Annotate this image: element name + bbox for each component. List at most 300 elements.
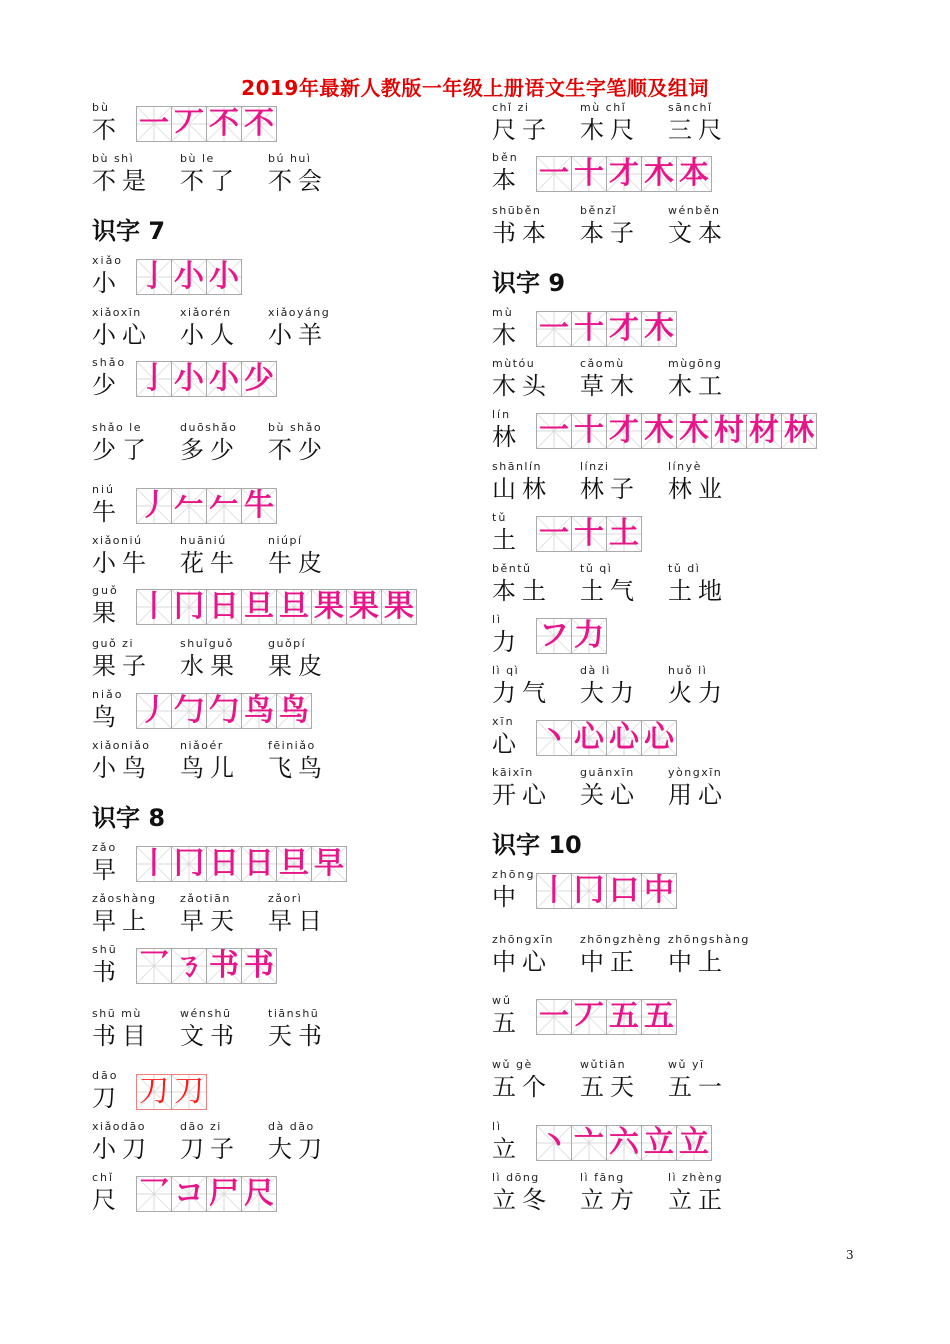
stroke-glyph: 不 [209, 106, 239, 141]
character-entry [492, 305, 676, 349]
character-block [92, 482, 276, 526]
word-hanzi: 多少 [180, 436, 240, 464]
word-item [180, 738, 268, 782]
word-item [268, 305, 356, 349]
character-hanzi: 少 [92, 371, 116, 399]
character-entry [92, 482, 276, 526]
word-pinyin: shǎo le [92, 421, 142, 434]
stroke-box [536, 873, 572, 909]
stroke-box [536, 156, 572, 192]
stroke-box [171, 948, 207, 984]
word-pinyin: guānxīn [580, 766, 635, 779]
word-hanzi: 立冬 [492, 1186, 552, 1214]
character-pinyin: mù [492, 306, 514, 319]
stroke-glyph: 十 [574, 156, 604, 191]
character-block [492, 867, 676, 911]
character-hanzi: 中 [492, 883, 516, 911]
character-entry [492, 150, 711, 194]
stroke-box [676, 1125, 712, 1161]
character-entry [492, 714, 676, 758]
stroke-glyph: 丆 [174, 106, 204, 141]
word-group [92, 533, 356, 577]
stroke-glyph: 𠂉 [174, 488, 204, 523]
character-pinyin: niú [92, 483, 115, 496]
word-pinyin: dāo zi [180, 1120, 222, 1133]
stroke-glyph: 日 [244, 846, 274, 881]
word-hanzi: 牛皮 [268, 549, 328, 577]
word-item [492, 1057, 580, 1101]
word-hanzi: 尺子 [492, 116, 552, 144]
character-entry [492, 612, 606, 656]
word-hanzi: 早天 [180, 907, 240, 935]
stroke-glyph: 鸟 [244, 693, 274, 728]
word-hanzi: 天书 [268, 1022, 328, 1050]
word-item [580, 765, 668, 809]
character-block [492, 714, 676, 758]
stroke-glyph: フ [539, 618, 569, 653]
stroke-glyph: 小 [174, 259, 204, 294]
word-group [492, 663, 756, 707]
word-hanzi: 早上 [92, 907, 152, 935]
character-entry [92, 1170, 276, 1214]
stroke-glyph: 木 [644, 156, 674, 191]
word-pinyin: běnzǐ [580, 204, 618, 217]
word-pinyin: lì qì [492, 664, 520, 677]
lesson-heading-text: 识字 7 [92, 217, 166, 245]
word-item [668, 1057, 756, 1101]
word-item [492, 1170, 580, 1214]
word-item [492, 203, 580, 247]
character-hanzi: 心 [492, 730, 516, 758]
word-hanzi: 少了 [92, 436, 152, 464]
word-pinyin: yòngxīn [668, 766, 723, 779]
word-pinyin: wénshū [180, 1007, 232, 1020]
character-pinyin: tǔ [492, 511, 508, 524]
word-hanzi: 力气 [492, 679, 552, 707]
word-hanzi: 土气 [580, 577, 640, 605]
character-block [92, 840, 346, 884]
stroke-glyph: 一 [139, 106, 169, 141]
word-pinyin: shānlín [492, 460, 542, 473]
word-group [492, 459, 756, 503]
word-pinyin: zhōngxīn [492, 933, 554, 946]
word-pinyin: shuǐguǒ [180, 637, 234, 650]
word-pinyin: línzi [580, 460, 610, 473]
stroke-box [536, 999, 572, 1035]
lesson-heading [492, 830, 582, 860]
stroke-glyph: 一 [539, 311, 569, 346]
stroke-glyph: 丿 [139, 693, 169, 728]
word-item [180, 891, 268, 935]
character-hanzi: 尺 [92, 1186, 116, 1214]
stroke-box [136, 259, 172, 295]
word-group [492, 203, 756, 247]
stroke-glyph: 旦 [244, 589, 274, 624]
word-pinyin: cǎomù [580, 357, 625, 370]
word-pinyin: wǔtiān [580, 1058, 627, 1071]
stroke-glyph: 小 [174, 361, 204, 396]
word-pinyin: bù shì [92, 152, 135, 165]
word-group [92, 1119, 356, 1163]
stroke-box [536, 413, 572, 449]
word-item [492, 356, 580, 400]
stroke-glyph: 心 [574, 720, 604, 755]
word-hanzi: 大力 [580, 679, 640, 707]
word-hanzi: 五个 [492, 1073, 552, 1101]
stroke-box [536, 516, 572, 552]
stroke-glyph: 尺 [244, 1176, 274, 1211]
word-item [580, 1170, 668, 1214]
stroke-box [711, 413, 747, 449]
character-pinyin: dāo [92, 1069, 119, 1082]
word-item [180, 1119, 268, 1163]
stroke-glyph: 果 [384, 589, 414, 624]
stroke-box [606, 311, 642, 347]
word-pinyin: xiǎoxīn [92, 306, 142, 319]
word-hanzi: 木工 [668, 372, 728, 400]
stroke-box [571, 618, 607, 654]
character-hanzi: 果 [92, 599, 116, 627]
word-pinyin: tǔ qì [580, 562, 613, 575]
stroke-order-grid [136, 589, 416, 625]
word-item [92, 1006, 180, 1050]
word-hanzi: 果皮 [268, 652, 328, 680]
stroke-order-grid [136, 488, 276, 524]
word-group [492, 356, 756, 400]
stroke-glyph: 一 [539, 999, 569, 1034]
word-item [92, 305, 180, 349]
word-item [268, 1006, 356, 1050]
word-pinyin: xiǎodāo [92, 1120, 146, 1133]
word-hanzi: 不了 [180, 167, 240, 195]
stroke-box [746, 413, 782, 449]
word-list [92, 636, 356, 680]
stroke-glyph: 丶 [539, 720, 569, 755]
character-pinyin: xīn [492, 715, 515, 728]
word-group [92, 636, 356, 680]
character-block [92, 100, 276, 144]
word-list [492, 356, 756, 400]
stroke-glyph: 心 [609, 720, 639, 755]
character-pinyin: shǎo [92, 356, 127, 369]
word-hanzi: 立正 [668, 1186, 728, 1214]
word-pinyin: tǔ dì [668, 562, 701, 575]
word-hanzi: 立方 [580, 1186, 640, 1214]
stroke-glyph: 口 [609, 873, 639, 908]
word-item [92, 891, 180, 935]
stroke-glyph: 土 [609, 516, 639, 551]
stroke-box [136, 846, 172, 882]
word-item [180, 305, 268, 349]
character-pinyin: lì [492, 1120, 503, 1133]
stroke-box [276, 693, 312, 729]
word-item [492, 663, 580, 707]
word-pinyin: xiǎoniú [92, 534, 143, 547]
stroke-box [171, 259, 207, 295]
stroke-glyph: 中 [644, 873, 674, 908]
word-group [492, 765, 756, 809]
word-pinyin: bú huì [268, 152, 312, 165]
word-group [92, 891, 356, 935]
stroke-box [571, 873, 607, 909]
word-hanzi: 林子 [580, 475, 640, 503]
word-item [668, 561, 756, 605]
character-column [492, 1119, 534, 1163]
character-hanzi: 本 [492, 166, 516, 194]
stroke-glyph: 十 [574, 311, 604, 346]
stroke-glyph: 冂 [574, 873, 604, 908]
stroke-box [641, 999, 677, 1035]
word-group [92, 738, 356, 782]
word-list [492, 932, 756, 976]
stroke-glyph: 十 [574, 516, 604, 551]
stroke-box [536, 311, 572, 347]
stroke-order-grid [536, 999, 676, 1035]
stroke-box [676, 156, 712, 192]
stroke-glyph: 勹 [174, 693, 204, 728]
word-pinyin: niǎoér [180, 739, 224, 752]
word-hanzi: 木尺 [580, 116, 640, 144]
stroke-box [241, 948, 277, 984]
word-pinyin: xiǎoniǎo [92, 739, 151, 752]
character-block [492, 612, 606, 656]
lesson-heading-text: 识字 9 [492, 269, 566, 297]
character-column [492, 612, 534, 656]
stroke-box [171, 488, 207, 524]
stroke-glyph: 亅 [139, 259, 169, 294]
word-hanzi: 小心 [92, 321, 152, 349]
stroke-glyph: 鸟 [279, 693, 309, 728]
word-hanzi: 开心 [492, 781, 552, 809]
word-pinyin: duōshǎo [180, 421, 238, 434]
character-pinyin: lì [492, 613, 503, 626]
word-pinyin: dà lì [580, 664, 611, 677]
word-list [92, 151, 356, 195]
stroke-glyph: 丶 [539, 1125, 569, 1160]
word-hanzi: 刀子 [180, 1135, 240, 1163]
word-item [92, 1119, 180, 1163]
stroke-order-grid [136, 106, 276, 142]
stroke-box [241, 361, 277, 397]
word-hanzi: 中心 [492, 948, 552, 976]
character-pinyin: zǎo [92, 841, 118, 854]
stroke-glyph: コ [174, 1176, 204, 1211]
character-entry [92, 687, 311, 731]
character-pinyin: běn [492, 151, 519, 164]
word-pinyin: sānchǐ [668, 101, 713, 114]
word-hanzi: 不少 [268, 436, 328, 464]
word-item [580, 459, 668, 503]
stroke-box [136, 106, 172, 142]
word-pinyin: guǒ zi [92, 637, 135, 650]
stroke-box [536, 1125, 572, 1161]
stroke-box [241, 1176, 277, 1212]
character-column [492, 150, 534, 194]
stroke-glyph: 乛 [139, 1176, 169, 1211]
stroke-box [206, 589, 242, 625]
stroke-glyph: 力 [574, 618, 604, 653]
character-pinyin: guǒ [92, 584, 119, 597]
word-list [492, 1170, 756, 1214]
word-hanzi: 用心 [668, 781, 728, 809]
word-hanzi: 水果 [180, 652, 240, 680]
stroke-glyph: 冂 [174, 846, 204, 881]
stroke-glyph: 五 [644, 999, 674, 1034]
word-pinyin: wǔ yī [668, 1058, 705, 1071]
word-hanzi: 中上 [668, 948, 728, 976]
word-item [492, 932, 580, 976]
word-pinyin: zǎoshàng [92, 892, 157, 905]
word-pinyin: shū mù [92, 1007, 142, 1020]
word-pinyin: huǒ lì [668, 664, 708, 677]
character-block [92, 253, 241, 297]
stroke-box [206, 361, 242, 397]
stroke-glyph: 日 [209, 846, 239, 881]
word-pinyin: wénběn [668, 204, 721, 217]
word-group [492, 561, 756, 605]
stroke-box [241, 488, 277, 524]
stroke-glyph: 勹 [209, 693, 239, 728]
character-column [92, 1170, 134, 1214]
word-hanzi: 小羊 [268, 321, 328, 349]
word-hanzi: 书本 [492, 219, 552, 247]
word-group [92, 305, 356, 349]
character-hanzi: 刀 [92, 1084, 116, 1112]
character-entry [92, 942, 276, 986]
character-block [92, 355, 276, 399]
character-block [92, 1068, 206, 1112]
character-hanzi: 早 [92, 856, 116, 884]
word-pinyin: chǐ zi [492, 101, 530, 114]
stroke-glyph: 木 [679, 413, 709, 448]
word-item [92, 636, 180, 680]
word-pinyin: zǎorì [268, 892, 303, 905]
stroke-glyph: 尸 [209, 1176, 239, 1211]
word-list [492, 459, 756, 503]
character-block [492, 1119, 711, 1163]
stroke-glyph: 小 [209, 361, 239, 396]
stroke-glyph: ㄋ [174, 948, 204, 983]
stroke-glyph: 日 [209, 589, 239, 624]
word-pinyin: guǒpí [268, 637, 307, 650]
word-hanzi: 木头 [492, 372, 552, 400]
character-pinyin: zhōng [492, 868, 536, 881]
character-entry [492, 407, 816, 451]
word-list [92, 533, 356, 577]
stroke-glyph: 六 [609, 1125, 639, 1160]
stroke-glyph: 刀 [139, 1074, 169, 1109]
word-item [668, 1170, 756, 1214]
character-block [492, 150, 711, 194]
stroke-glyph: 一 [539, 156, 569, 191]
word-list [92, 738, 356, 782]
word-pinyin: zhōngshàng [668, 933, 750, 946]
word-pinyin: shūběn [492, 204, 542, 217]
stroke-box [571, 516, 607, 552]
word-item [668, 459, 756, 503]
character-hanzi: 力 [492, 628, 516, 656]
character-column [92, 687, 134, 731]
stroke-order-grid [536, 618, 606, 654]
stroke-box [241, 693, 277, 729]
word-hanzi: 山林 [492, 475, 552, 503]
character-column [492, 305, 534, 349]
word-group [492, 1057, 756, 1101]
character-column [492, 714, 534, 758]
stroke-glyph: 五 [609, 999, 639, 1034]
stroke-box [136, 1176, 172, 1212]
word-item [668, 203, 756, 247]
stroke-box [171, 106, 207, 142]
stroke-box [241, 589, 277, 625]
character-block [492, 510, 641, 554]
stroke-box [781, 413, 817, 449]
stroke-box [136, 361, 172, 397]
character-hanzi: 小 [92, 269, 116, 297]
character-block [492, 407, 816, 451]
word-hanzi: 不会 [268, 167, 328, 195]
word-hanzi: 五天 [580, 1073, 640, 1101]
page-number: 3 [846, 1248, 854, 1262]
word-hanzi: 鸟儿 [180, 754, 240, 782]
stroke-box [571, 999, 607, 1035]
stroke-order-grid [536, 156, 711, 192]
word-pinyin: dà dāo [268, 1120, 315, 1133]
stroke-glyph: 一 [539, 413, 569, 448]
word-pinyin: wǔ gè [492, 1058, 533, 1071]
character-column [92, 840, 134, 884]
word-group [92, 420, 356, 464]
stroke-box [606, 720, 642, 756]
stroke-box [276, 589, 312, 625]
word-hanzi: 土地 [668, 577, 728, 605]
word-pinyin: zǎotiān [180, 892, 231, 905]
word-list [492, 100, 756, 144]
word-hanzi: 火力 [668, 679, 728, 707]
word-hanzi: 小鸟 [92, 754, 152, 782]
stroke-glyph: 本 [679, 156, 709, 191]
stroke-box [571, 311, 607, 347]
character-entry [492, 1119, 711, 1163]
word-hanzi: 飞鸟 [268, 754, 328, 782]
stroke-box [606, 516, 642, 552]
character-entry [92, 583, 416, 627]
stroke-order-grid [136, 846, 346, 882]
stroke-box [206, 106, 242, 142]
word-hanzi: 文本 [668, 219, 728, 247]
word-hanzi: 五一 [668, 1073, 728, 1101]
stroke-glyph: 果 [314, 589, 344, 624]
stroke-box [206, 1176, 242, 1212]
stroke-box [206, 693, 242, 729]
word-item [580, 561, 668, 605]
stroke-glyph: 牛 [244, 488, 274, 523]
character-hanzi: 鸟 [92, 703, 116, 731]
word-item [268, 891, 356, 935]
character-block [92, 1170, 276, 1214]
word-pinyin: niúpí [268, 534, 303, 547]
stroke-box [571, 156, 607, 192]
character-block [92, 687, 311, 731]
word-item [492, 561, 580, 605]
word-item [92, 151, 180, 195]
word-item [668, 932, 756, 976]
word-hanzi: 中正 [580, 948, 640, 976]
character-entry [492, 867, 676, 911]
stroke-glyph: 亅 [139, 361, 169, 396]
word-item [492, 765, 580, 809]
stroke-box [571, 413, 607, 449]
